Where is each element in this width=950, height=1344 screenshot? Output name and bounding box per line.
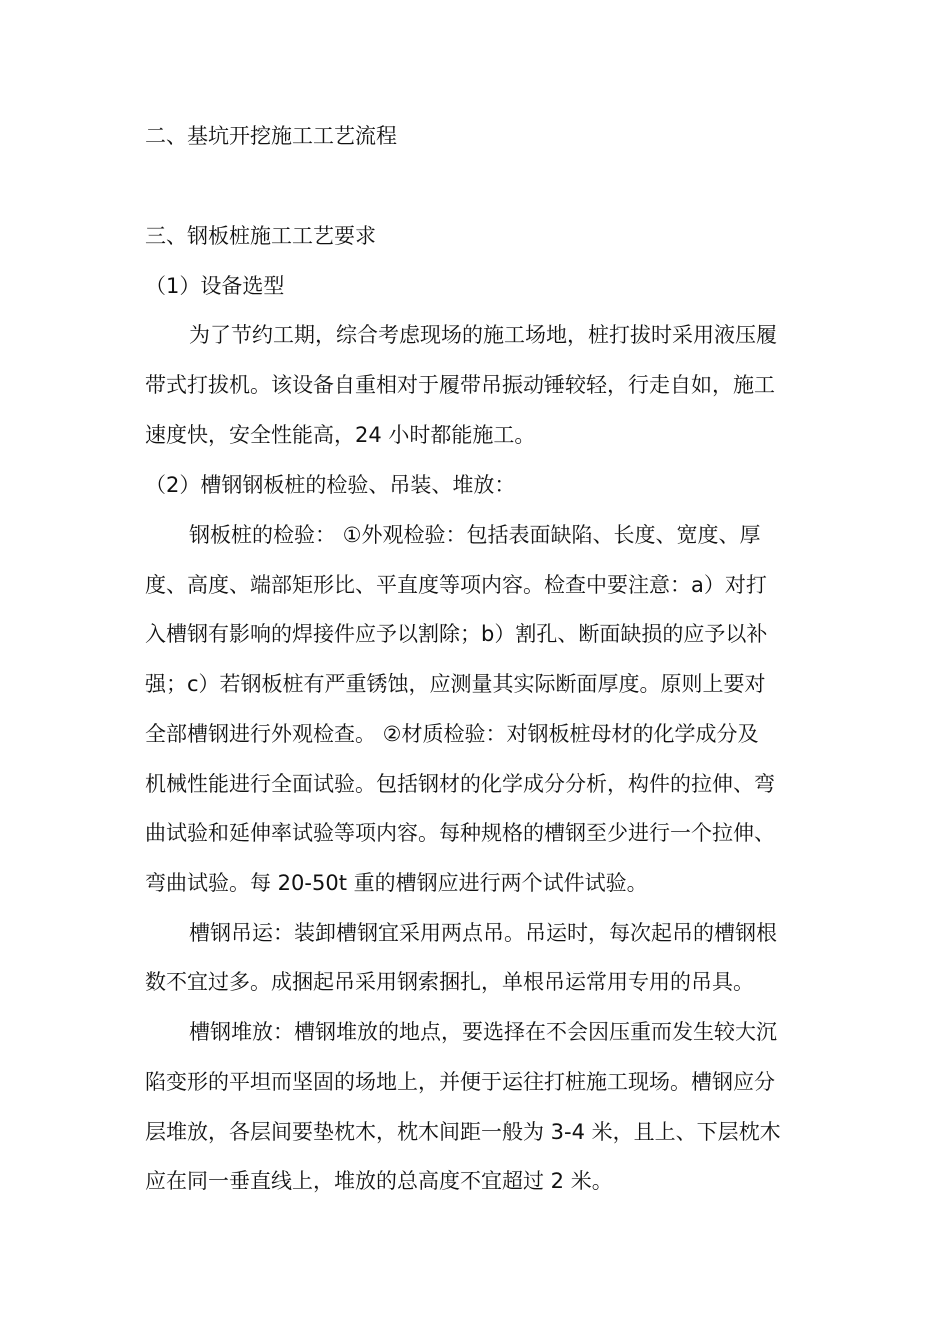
section-3-heading: 三、钢板桩施工工艺要求: [145, 224, 376, 248]
inspection-para-line: 入槽钢有影响的焊接件应予以割除；b）割孔、断面缺损的应予以补: [145, 622, 768, 646]
stacking-para-line: 应在同一垂直线上，堆放的总高度不宜超过 2 米。: [145, 1169, 613, 1193]
inspection-para-line: 强；c）若钢板桩有严重锈蚀，应测量其实际断面厚度。原则上要对: [145, 672, 766, 696]
inspection-para-line: 全部槽钢进行外观检查。 ②材质检验：对钢板桩母材的化学成分及: [145, 722, 759, 746]
inspection-para-line: 曲试验和延伸率试验等项内容。每种规格的槽钢至少进行一个拉伸、: [145, 821, 775, 845]
hoisting-para-line: 数不宜过多。成捆起吊采用钢索捆扎，单根吊运常用专用的吊具。: [145, 970, 754, 994]
equipment-para-line: 带式打拔机。该设备自重相对于履带吊振动锤较轻，行走自如，施工: [145, 373, 775, 397]
equipment-para-line: 速度快，安全性能高，24 小时都能施工。: [145, 423, 536, 447]
inspection-para-line: 弯曲试验。每 20-50t 重的槽钢应进行两个试件试验。: [145, 871, 648, 895]
section-2-heading: 二、基坑开挖施工工艺流程: [145, 124, 397, 148]
hoisting-para-line: 槽钢吊运：装卸槽钢宜采用两点吊。吊运时，每次起吊的槽钢根: [189, 921, 777, 945]
stacking-para-line: 槽钢堆放：槽钢堆放的地点，要选择在不会因压重而发生较大沉: [189, 1020, 777, 1044]
stacking-para-line: 层堆放，各层间要垫枕木，枕木间距一般为 3-4 米，且上、下层枕木: [145, 1120, 781, 1144]
equipment-para-line: 为了节约工期，综合考虑现场的施工场地，桩打拔时采用液压履: [189, 323, 777, 347]
stacking-para-line: 陷变形的平坦而坚固的场地上，并便于运往打桩施工现场。槽钢应分: [145, 1070, 775, 1094]
inspection-para-line: 机械性能进行全面试验。包括钢材的化学成分分析，构件的拉伸、弯: [145, 772, 775, 796]
inspection-para-line: 度、高度、端部矩形比、平直度等项内容。检查中要注意：a）对打: [145, 573, 767, 597]
subsection-1-title: （1）设备选型: [145, 274, 285, 298]
inspection-para-line: 钢板桩的检验： ①外观检验：包括表面缺陷、长度、宽度、厚: [189, 523, 761, 547]
subsection-2-title: （2）槽钢钢板桩的检验、吊装、堆放：: [145, 473, 516, 497]
